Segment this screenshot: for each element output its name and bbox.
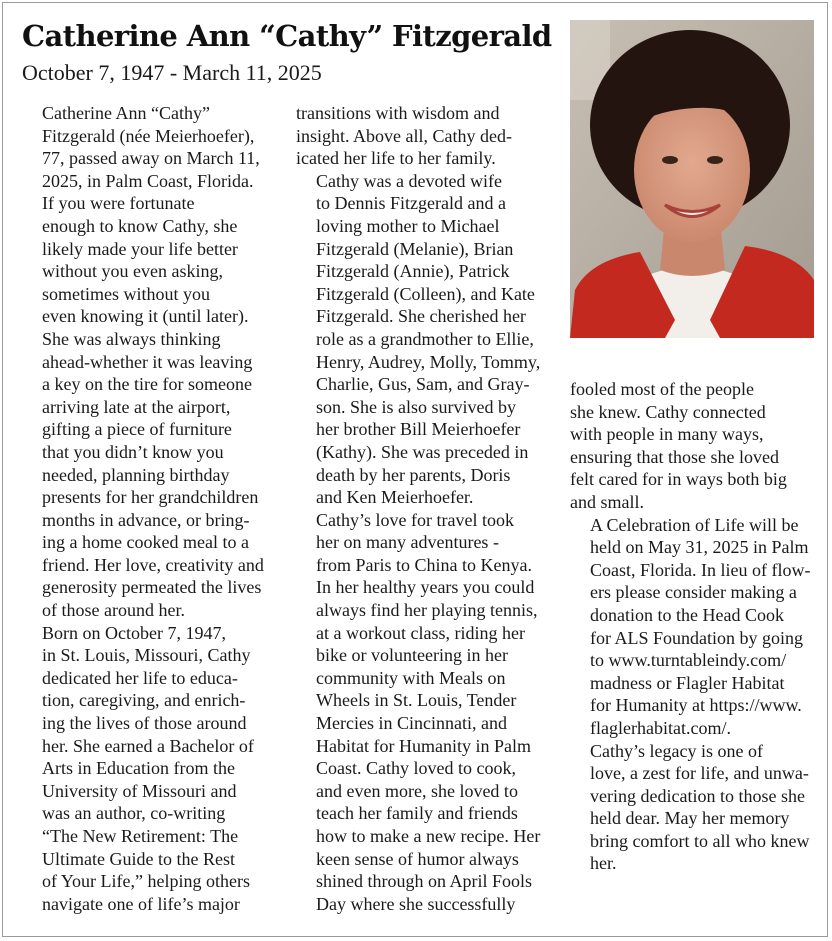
text-line: Arts in Education from the xyxy=(42,758,235,779)
text-line: her on many adventures - xyxy=(316,532,499,553)
text-line: ahead-whether it was leaving xyxy=(42,351,253,372)
paragraph xyxy=(296,170,556,509)
text-line: felt cared for in ways both big xyxy=(570,469,787,490)
text-line: icated her life to her family. xyxy=(296,148,496,169)
text-line: Henry, Audrey, Molly, Tommy, xyxy=(316,351,541,372)
paragraph xyxy=(22,622,282,916)
text-line: and small. xyxy=(570,491,644,512)
text-line: transitions with wisdom and xyxy=(296,103,500,123)
text-line: If you were fortunate xyxy=(42,193,195,214)
text-line: Coast, Florida. In lieu of flow- xyxy=(590,559,811,580)
text-line: her. She earned a Bachelor of xyxy=(42,735,254,756)
paragraph xyxy=(296,102,556,170)
text-line: loving mother to Michael xyxy=(316,215,500,236)
text-line: months in advance, or bring- xyxy=(42,509,250,530)
text-line: bring comfort to all who knew xyxy=(590,830,810,851)
text-line: to www.turntableindy.com/ xyxy=(590,650,787,671)
text-line: Cathy’s legacy is one of xyxy=(590,740,763,761)
text-line: for ALS Foundation by going xyxy=(590,627,804,648)
text-line: Charlie, Gus, Sam, and Gray- xyxy=(316,374,530,395)
text-line: always find her playing tennis, xyxy=(316,600,538,621)
text-line: that you didn’t know you xyxy=(42,441,224,462)
text-line: ers please consider making a xyxy=(590,582,797,603)
text-line: Cathy’s love for travel took xyxy=(316,509,514,530)
text-line: madness or Flagler Habitat xyxy=(590,672,785,693)
text-line: fooled most of the people xyxy=(570,379,754,399)
text-line: role as a grandmother to Ellie, xyxy=(316,328,534,349)
paragraph xyxy=(570,514,820,740)
text-line: Fitzgerald (Colleen), and Kate xyxy=(316,283,535,304)
paragraph xyxy=(570,740,820,876)
text-line: Fitzgerald. She cherished her xyxy=(316,306,526,327)
text-line: at a workout class, riding her xyxy=(316,622,525,643)
text-line: with people in many ways, xyxy=(570,424,764,445)
paragraph xyxy=(22,102,282,192)
text-line: flaglerhabitat.com/. xyxy=(590,717,731,738)
text-line: and even more, she loved to xyxy=(316,780,518,801)
text-line: Habitat for Humanity in Palm xyxy=(316,735,531,756)
text-line: community with Meals on xyxy=(316,667,506,688)
text-line: sometimes without you xyxy=(42,283,210,304)
text-line: 2025, in Palm Coast, Florida. xyxy=(42,170,254,191)
text-line: Cathy was a devoted wife xyxy=(316,170,502,191)
text-line: vering dedication to those she xyxy=(590,785,805,806)
text-line: Wheels in St. Louis, Tender xyxy=(316,690,517,711)
paragraph xyxy=(22,192,282,621)
text-line: 77, passed away on March 11, xyxy=(42,148,260,169)
text-line: son. She is also survived by xyxy=(316,396,516,417)
paragraph xyxy=(570,378,820,514)
text-line: tion, caregiving, and enrich- xyxy=(42,690,246,711)
text-column-1 xyxy=(22,102,282,915)
paragraph xyxy=(296,509,556,916)
text-line: In her healthy years you could xyxy=(316,577,535,598)
text-line: likely made your life better xyxy=(42,238,238,259)
text-line: without you even asking, xyxy=(42,261,223,282)
text-line: for Humanity at https://www. xyxy=(590,695,802,716)
text-line: held on May 31, 2025 in Palm xyxy=(590,537,809,558)
text-column-3 xyxy=(570,378,820,875)
text-line: enough to know Cathy, she xyxy=(42,215,238,236)
text-line: and Ken Meierhoefer. xyxy=(316,487,474,508)
text-line: Fitzgerald (Melanie), Brian xyxy=(316,238,514,259)
text-line: arriving late at the airport, xyxy=(42,396,231,417)
text-line: Fitzgerald (Annie), Patrick xyxy=(316,261,510,282)
text-line: bike or volunteering in her xyxy=(316,645,508,666)
text-line: love, a zest for life, and unwa- xyxy=(590,763,809,784)
text-line: she knew. Cathy connected xyxy=(570,401,766,422)
text-line: ensuring that those she loved xyxy=(570,446,779,467)
text-line: Coast. Cathy loved to cook, xyxy=(316,758,516,779)
text-line: even knowing it (until later). xyxy=(42,306,249,327)
text-line: ing a home cooked meal to a xyxy=(42,532,249,553)
text-line: ing the lives of those around xyxy=(42,713,247,734)
text-line: gifting a piece of furniture xyxy=(42,419,232,440)
text-line: Mercies in Cincinnati, and xyxy=(316,713,507,734)
text-line: dedicated her life to educa- xyxy=(42,667,238,688)
text-line: insight. Above all, Cathy ded- xyxy=(296,125,512,146)
text-line: navigate one of life’s major xyxy=(42,893,240,914)
portrait-photo xyxy=(570,20,814,338)
text-line: generosity permeated the lives xyxy=(42,577,262,598)
text-line: of those around her. xyxy=(42,600,185,621)
text-line: presents for her grandchildren xyxy=(42,487,259,508)
text-line: of Your Life,” helping others xyxy=(42,871,250,892)
text-line: from Paris to China to Kenya. xyxy=(316,554,532,575)
text-line: Day where she successfully xyxy=(316,893,516,914)
text-line: her brother Bill Meierhoefer xyxy=(316,419,521,440)
text-line: teach her family and friends xyxy=(316,803,518,824)
text-line: (Kathy). She was preceded in xyxy=(316,441,529,462)
text-line: needed, planning birthday xyxy=(42,464,230,485)
text-line: death by her parents, Doris xyxy=(316,464,511,485)
life-dates: October 7, 1947 - March 11, 2025 xyxy=(22,60,322,85)
text-line: Ultimate Guide to the Rest xyxy=(42,848,235,869)
text-line: Fitzgerald (née Meierhoefer), xyxy=(42,125,255,146)
text-line: A Celebration of Life will be xyxy=(590,514,799,535)
text-line: “The New Retirement: The xyxy=(42,826,239,846)
text-line: friend. Her love, creativity and xyxy=(42,554,264,575)
obituary-title: Catherine Ann “Cathy” Fitzgerald xyxy=(22,19,552,53)
portrait-photo-icon xyxy=(570,20,814,338)
text-line: donation to the Head Cook xyxy=(590,604,784,625)
text-line: University of Missouri and xyxy=(42,780,237,801)
text-line: how to make a new recipe. Her xyxy=(316,826,541,846)
text-line: keen sense of humor always xyxy=(316,848,519,869)
text-line: to Dennis Fitzgerald and a xyxy=(316,193,506,214)
text-line: Catherine Ann “Cathy” xyxy=(42,103,210,123)
text-line: in St. Louis, Missouri, Cathy xyxy=(42,645,251,666)
text-line: shined through on April Fools xyxy=(316,871,533,892)
text-line: held dear. May her memory xyxy=(590,808,790,829)
text-line: Born on October 7, 1947, xyxy=(42,622,226,643)
text-line: She was always thinking xyxy=(42,328,221,349)
text-line: a key on the tire for someone xyxy=(42,374,252,395)
text-line: her. xyxy=(590,853,617,874)
text-line: was an author, co-writing xyxy=(42,803,226,824)
text-column-2 xyxy=(296,102,556,915)
